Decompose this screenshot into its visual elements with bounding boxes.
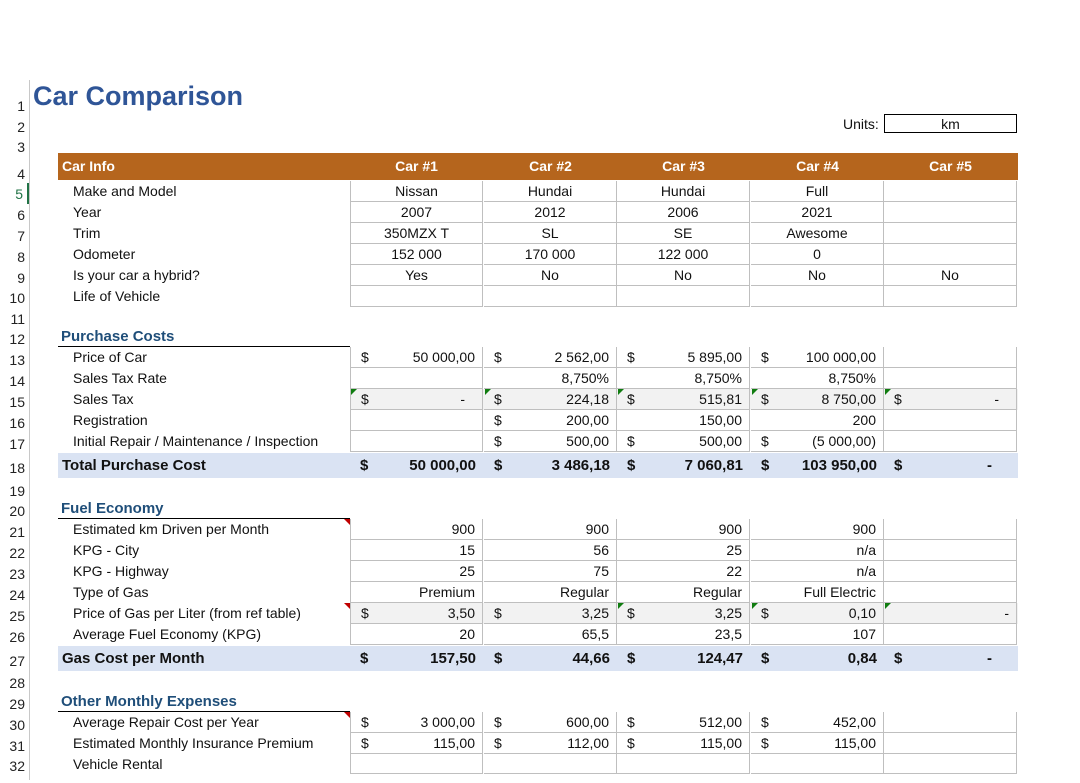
currency: $ xyxy=(627,735,635,751)
cell[interactable] xyxy=(617,754,750,774)
sales-tax-row xyxy=(58,389,1018,410)
cell[interactable]: n/a xyxy=(751,561,884,582)
cell[interactable]: SE xyxy=(617,223,750,244)
currency: $ xyxy=(894,391,902,407)
cell[interactable] xyxy=(617,431,750,452)
value: 50 000,00 xyxy=(409,457,476,474)
currency: $ xyxy=(761,714,769,730)
cell[interactable] xyxy=(484,389,617,410)
cell[interactable]: 170 000 xyxy=(484,244,617,265)
row-number[interactable]: 24 xyxy=(9,587,25,603)
error-indicator-icon[interactable] xyxy=(618,389,624,395)
cell[interactable] xyxy=(350,603,483,624)
car-info-title: Car Info xyxy=(62,158,115,174)
error-indicator-icon[interactable] xyxy=(752,389,758,395)
row-label: Initial Repair / Maintenance / Inspection xyxy=(73,433,319,449)
cell[interactable]: 900 xyxy=(484,519,617,540)
cell[interactable] xyxy=(884,561,1017,582)
cell[interactable] xyxy=(751,754,884,774)
row-label: Average Fuel Economy (KPG) xyxy=(73,626,262,642)
cell[interactable]: No xyxy=(617,265,750,286)
car-3-header[interactable]: Car #3 xyxy=(662,158,705,174)
row-number[interactable]: 18 xyxy=(9,460,25,476)
row-number[interactable]: 7 xyxy=(17,228,25,244)
cell[interactable]: 900 xyxy=(617,519,750,540)
registration-row xyxy=(58,410,1018,431)
row-number[interactable]: 30 xyxy=(9,717,25,733)
cell[interactable] xyxy=(884,540,1017,561)
row-number[interactable]: 6 xyxy=(17,207,25,223)
currency: $ xyxy=(894,457,903,474)
cell[interactable] xyxy=(884,582,1017,603)
currency: $ xyxy=(627,433,635,449)
value: 0,84 xyxy=(847,650,877,667)
cell[interactable] xyxy=(884,202,1017,223)
cell[interactable] xyxy=(350,453,483,478)
cell[interactable]: 23,5 xyxy=(617,624,750,645)
cell[interactable]: - xyxy=(884,603,1017,624)
row-number[interactable]: 12 xyxy=(9,331,25,347)
row-label: Estimated km Driven per Month xyxy=(73,521,270,537)
currency: $ xyxy=(361,605,369,621)
error-indicator-icon[interactable] xyxy=(485,389,491,395)
currency: $ xyxy=(761,349,769,365)
cell[interactable] xyxy=(617,712,750,733)
comment-indicator-icon[interactable] xyxy=(344,519,350,525)
currency: $ xyxy=(360,457,369,474)
insurance-row xyxy=(58,733,1018,754)
cell[interactable] xyxy=(617,347,750,368)
cell[interactable] xyxy=(884,624,1017,645)
cell[interactable] xyxy=(751,646,884,671)
cell[interactable] xyxy=(751,347,884,368)
value: 50 000,00 xyxy=(412,349,475,365)
cell[interactable] xyxy=(751,733,884,754)
currency: $ xyxy=(361,714,369,730)
row-number[interactable]: 11 xyxy=(10,311,25,327)
value: 600,00 xyxy=(566,714,609,730)
car-info-header xyxy=(58,153,1018,180)
cell[interactable]: 200 xyxy=(751,410,884,431)
cell[interactable]: 20 xyxy=(350,624,483,645)
purchase-costs-title: Purchase Costs xyxy=(61,328,175,345)
currency: $ xyxy=(361,735,369,751)
fuel-economy-title: Fuel Economy xyxy=(61,500,164,517)
cell[interactable] xyxy=(751,286,884,307)
car-5-header[interactable]: Car #5 xyxy=(929,158,972,174)
year-row xyxy=(58,202,1018,223)
cell[interactable]: 8,750% xyxy=(617,368,750,389)
make-model-row xyxy=(58,181,1018,202)
row-number[interactable]: 1 xyxy=(17,98,25,114)
cell[interactable]: Awesome xyxy=(751,223,884,244)
cell[interactable] xyxy=(350,646,483,671)
cell[interactable] xyxy=(484,646,617,671)
cell[interactable]: 107 xyxy=(751,624,884,645)
value: 124,47 xyxy=(697,650,743,667)
cell[interactable]: 2021 xyxy=(751,202,884,223)
row-number[interactable]: 25 xyxy=(9,608,25,624)
currency: $ xyxy=(361,391,369,407)
cell[interactable]: 150,00 xyxy=(617,410,750,431)
cell[interactable] xyxy=(884,453,1017,478)
value: - xyxy=(987,457,992,474)
car-2-header[interactable]: Car #2 xyxy=(529,158,572,174)
row-number[interactable]: 10 xyxy=(9,290,25,306)
row-number[interactable]: 23 xyxy=(9,566,25,582)
km-driven-row xyxy=(58,519,1018,540)
value: 512,00 xyxy=(699,714,742,730)
row-number[interactable]: 19 xyxy=(9,483,25,499)
cell[interactable]: No xyxy=(884,265,1017,286)
cell[interactable]: Premium xyxy=(350,582,483,603)
comment-indicator-icon[interactable] xyxy=(344,712,350,718)
row-number[interactable]: 15 xyxy=(9,394,25,410)
currency: $ xyxy=(627,349,635,365)
value: 3 486,18 xyxy=(551,457,610,474)
cell[interactable]: Hundai xyxy=(617,181,750,202)
cell[interactable]: 122 000 xyxy=(617,244,750,265)
cell[interactable]: 15 xyxy=(350,540,483,561)
currency: $ xyxy=(494,735,502,751)
cell[interactable] xyxy=(884,754,1017,774)
comment-indicator-icon[interactable] xyxy=(344,603,350,609)
cell[interactable] xyxy=(884,431,1017,452)
value: 115,00 xyxy=(433,735,475,751)
row-number[interactable]: 8 xyxy=(17,249,25,265)
row-label: Odometer xyxy=(73,246,136,262)
row-label: Average Repair Cost per Year xyxy=(73,714,259,730)
cell[interactable] xyxy=(350,410,483,431)
error-indicator-icon[interactable] xyxy=(351,389,357,395)
cell[interactable] xyxy=(751,453,884,478)
other-expenses-title: Other Monthly Expenses xyxy=(61,693,237,710)
currency: $ xyxy=(627,391,635,407)
cell[interactable] xyxy=(884,286,1017,307)
cell[interactable]: 56 xyxy=(484,540,617,561)
cell[interactable] xyxy=(617,286,750,307)
currency: $ xyxy=(627,714,635,730)
row-number[interactable]: 4 xyxy=(17,166,25,182)
currency: $ xyxy=(494,457,503,474)
currency: $ xyxy=(761,391,769,407)
cell[interactable] xyxy=(484,754,617,774)
row-label: KPG - City xyxy=(73,542,140,558)
row-number[interactable]: 26 xyxy=(9,629,25,645)
cell[interactable]: Regular xyxy=(484,582,617,603)
cell[interactable]: 0 xyxy=(751,244,884,265)
value: - xyxy=(460,391,465,407)
row-label: Vehicle Rental xyxy=(73,756,163,772)
currency: $ xyxy=(494,433,502,449)
currency: $ xyxy=(494,349,502,365)
cell[interactable] xyxy=(751,431,884,452)
life-row xyxy=(58,286,1018,307)
vehicle-rental-row xyxy=(58,754,1018,774)
row-number[interactable]: 2 xyxy=(17,119,25,135)
cell[interactable]: 75 xyxy=(484,561,617,582)
row-number[interactable]: 14 xyxy=(9,373,25,389)
currency: $ xyxy=(494,391,502,407)
cell[interactable]: 22 xyxy=(617,561,750,582)
row-label: Estimated Monthly Insurance Premium xyxy=(73,735,314,751)
cell[interactable] xyxy=(617,646,750,671)
value: 200,00 xyxy=(566,412,609,428)
cell[interactable]: Yes xyxy=(350,265,483,286)
value: 515,81 xyxy=(699,391,742,407)
cell[interactable] xyxy=(884,223,1017,244)
cell[interactable]: 2006 xyxy=(617,202,750,223)
cell[interactable]: 25 xyxy=(350,561,483,582)
cell[interactable]: Nissan xyxy=(350,181,483,202)
currency: $ xyxy=(360,650,369,667)
cell[interactable] xyxy=(484,603,617,624)
currency: $ xyxy=(894,650,903,667)
cell[interactable]: Hundai xyxy=(484,181,617,202)
sheet-title[interactable]: Car Comparison xyxy=(33,81,244,111)
cell[interactable] xyxy=(884,368,1017,389)
value: 0,10 xyxy=(848,605,876,621)
cell[interactable] xyxy=(884,712,1017,733)
row-label: Gas Cost per Month xyxy=(62,650,205,667)
value: 500,00 xyxy=(566,433,609,449)
row-number[interactable]: 27 xyxy=(9,653,25,669)
row-label: Total Purchase Cost xyxy=(62,457,206,474)
value: 224,18 xyxy=(566,391,609,407)
row-label: KPG - Highway xyxy=(73,563,169,579)
cell[interactable]: SL xyxy=(484,223,617,244)
cell[interactable] xyxy=(350,286,483,307)
value: - xyxy=(987,650,992,667)
error-indicator-icon[interactable] xyxy=(885,603,891,609)
total-purchase-row xyxy=(58,453,1018,478)
value: 115,00 xyxy=(834,735,876,751)
row-label: Sales Tax xyxy=(58,389,350,410)
value: 452,00 xyxy=(833,714,876,730)
currency: $ xyxy=(761,650,770,667)
row-label: Sales Tax Rate xyxy=(73,370,167,386)
cell[interactable]: 8,750% xyxy=(484,368,617,389)
cell[interactable] xyxy=(617,453,750,478)
initial-repair-row xyxy=(58,431,1018,452)
error-indicator-icon[interactable] xyxy=(885,389,891,395)
row-label: Is your car a hybrid? xyxy=(73,267,200,283)
value: 500,00 xyxy=(699,433,742,449)
value: 115,00 xyxy=(700,735,742,751)
row-number[interactable]: 31 xyxy=(9,738,25,754)
row-number[interactable]: 32 xyxy=(9,758,25,774)
gas-cost-row xyxy=(58,646,1018,671)
cell[interactable]: 900 xyxy=(350,519,483,540)
cell[interactable] xyxy=(484,453,617,478)
cell[interactable] xyxy=(350,389,483,410)
kpg-highway-row xyxy=(58,561,1018,582)
cell[interactable] xyxy=(617,733,750,754)
cell[interactable]: Full xyxy=(751,181,884,202)
cell[interactable] xyxy=(884,244,1017,265)
row-label: Make and Model xyxy=(73,183,177,199)
row-label: Trim xyxy=(73,225,101,241)
cell[interactable]: 900 xyxy=(751,519,884,540)
row-label: Type of Gas xyxy=(73,584,149,600)
cell[interactable]: No xyxy=(751,265,884,286)
error-indicator-icon[interactable] xyxy=(618,603,624,609)
cell[interactable] xyxy=(484,733,617,754)
currency: $ xyxy=(494,412,502,428)
value: 8 750,00 xyxy=(821,391,876,407)
error-indicator-icon[interactable] xyxy=(752,603,758,609)
row-label: Life of Vehicle xyxy=(73,288,161,304)
gas-price-row xyxy=(58,603,1018,624)
row-number[interactable]: 9 xyxy=(17,270,25,286)
value: 3 000,00 xyxy=(420,714,475,730)
odometer-row xyxy=(58,244,1018,265)
cell[interactable] xyxy=(350,347,483,368)
cell[interactable] xyxy=(350,754,483,774)
currency: $ xyxy=(761,433,769,449)
cell[interactable] xyxy=(484,286,617,307)
kpg-city-row xyxy=(58,540,1018,561)
row-label: Price of Gas per Liter (from ref table) xyxy=(58,603,350,624)
row-number[interactable]: 16 xyxy=(9,415,25,431)
value: 112,00 xyxy=(567,735,609,751)
row-number[interactable]: 28 xyxy=(9,675,25,691)
row-label: Registration xyxy=(73,412,148,428)
cell[interactable]: 350MZX T xyxy=(350,223,483,244)
cell[interactable] xyxy=(484,431,617,452)
cell[interactable] xyxy=(751,712,884,733)
value: 7 060,81 xyxy=(684,457,743,474)
cell[interactable]: 152 000 xyxy=(350,244,483,265)
row-number[interactable]: 13 xyxy=(9,352,25,368)
currency: $ xyxy=(494,605,502,621)
cell[interactable]: 8,750% xyxy=(751,368,884,389)
value: - xyxy=(994,391,999,407)
value: 2 562,00 xyxy=(554,349,609,365)
hybrid-row xyxy=(58,265,1018,286)
currency: $ xyxy=(627,457,636,474)
units-label: Units: xyxy=(843,116,879,132)
cell[interactable] xyxy=(350,712,483,733)
gas-type-row xyxy=(58,582,1018,603)
value: 3,50 xyxy=(447,605,475,621)
row-number[interactable]: 22 xyxy=(9,545,25,561)
cell[interactable] xyxy=(884,410,1017,431)
car-1-header[interactable]: Car #1 xyxy=(395,158,438,174)
cell[interactable] xyxy=(350,368,483,389)
cell[interactable] xyxy=(884,181,1017,202)
currency: $ xyxy=(627,605,635,621)
value: 157,50 xyxy=(430,650,476,667)
cell[interactable] xyxy=(751,603,884,624)
cell[interactable]: Regular xyxy=(617,582,750,603)
cell[interactable] xyxy=(884,733,1017,754)
value: 3,25 xyxy=(581,605,609,621)
avg-repair-row xyxy=(58,712,1018,733)
cell[interactable] xyxy=(350,431,483,452)
cell[interactable]: 2007 xyxy=(350,202,483,223)
cell[interactable] xyxy=(617,603,750,624)
row-label: Price of Car xyxy=(73,349,147,365)
price-row xyxy=(58,347,1018,368)
value: (5 000,00) xyxy=(812,433,876,449)
cell[interactable] xyxy=(884,519,1017,540)
cell[interactable] xyxy=(617,389,750,410)
cell[interactable] xyxy=(484,347,617,368)
cell[interactable] xyxy=(350,733,483,754)
row-number[interactable]: 20 xyxy=(9,503,25,519)
tax-rate-row xyxy=(58,368,1018,389)
cell[interactable] xyxy=(484,712,617,733)
value: 3,25 xyxy=(714,605,742,621)
car-4-header[interactable]: Car #4 xyxy=(796,158,839,174)
cell[interactable]: 65,5 xyxy=(484,624,617,645)
row-number[interactable]: 29 xyxy=(9,696,25,712)
currency: $ xyxy=(494,714,502,730)
trim-row xyxy=(58,223,1018,244)
cell[interactable]: Full Electric xyxy=(751,582,884,603)
value: 5 895,00 xyxy=(687,349,742,365)
row-number[interactable]: 17 xyxy=(9,436,25,452)
value: 44,66 xyxy=(572,650,610,667)
currency: $ xyxy=(761,735,769,751)
row-number[interactable]: 5 xyxy=(0,183,29,204)
cell[interactable] xyxy=(484,410,617,431)
currency: $ xyxy=(761,605,769,621)
value: 103 950,00 xyxy=(801,457,877,474)
cell[interactable]: 25 xyxy=(617,540,750,561)
row-headers xyxy=(0,80,30,780)
currency: $ xyxy=(494,650,503,667)
units-input[interactable]: km xyxy=(884,114,1017,133)
row-number[interactable]: 3 xyxy=(17,139,25,155)
currency: $ xyxy=(627,650,636,667)
row-number[interactable]: 21 xyxy=(9,524,25,540)
cell[interactable]: No xyxy=(484,265,617,286)
currency: $ xyxy=(361,349,369,365)
cell[interactable] xyxy=(884,389,1017,410)
cell[interactable] xyxy=(884,646,1017,671)
avg-fuel-row xyxy=(58,624,1018,645)
cell[interactable]: n/a xyxy=(751,540,884,561)
cell[interactable] xyxy=(751,389,884,410)
row-label: Year xyxy=(73,204,102,220)
currency: $ xyxy=(761,457,770,474)
cell[interactable]: 2012 xyxy=(484,202,617,223)
value: 100 000,00 xyxy=(805,349,876,365)
cell[interactable] xyxy=(884,347,1017,368)
